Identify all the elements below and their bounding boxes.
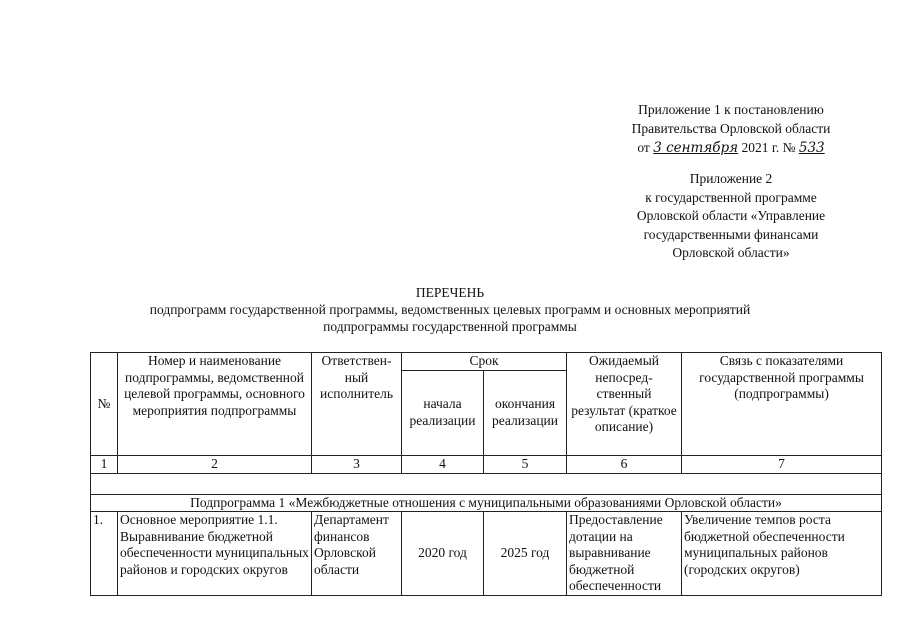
subprogram-spacer <box>91 473 882 494</box>
header-row-1 <box>91 353 882 371</box>
appendix-1-block <box>600 100 862 158</box>
header-term: Срок <box>402 353 567 371</box>
handwritten-number: 533 <box>798 140 825 156</box>
subprogram-spacer-row <box>91 473 882 494</box>
document-title-line2: подпрограммы государственной программы <box>323 319 577 334</box>
appendix-1-line1: Приложение 1 к постановлению <box>638 102 824 117</box>
column-number: 6 <box>567 455 682 473</box>
appendix-2-line2: к государственной программе <box>645 189 817 205</box>
appendix-2-line3: Орловской области «Управление <box>636 208 826 223</box>
subprogram-row <box>91 494 882 512</box>
document-title-line1: подпрограмм государственной программы, ведомственных целевых программ и основных мероприятий <box>149 302 751 317</box>
column-number: 5 <box>484 455 567 473</box>
column-number: 2 <box>118 455 312 473</box>
row-end: 2025 год <box>484 512 567 596</box>
column-number: 7 <box>682 455 882 473</box>
header-end: окончания реализации <box>484 370 567 455</box>
appendix-2-line4: государственными финансами <box>643 226 819 242</box>
row-link: Увеличение темпов роста бюджетной обеспеченности муниципальных районов (городских округов) <box>682 512 882 596</box>
header-result: Ожидаемый непосред-ственный результат (краткое описание) <box>567 353 682 456</box>
column-number-row <box>91 455 882 473</box>
header-num: № <box>91 353 118 456</box>
header-link: Связь с показателями государственной программы (подпрограммы) <box>682 353 882 456</box>
appendix-1-date-line <box>600 138 862 158</box>
appendix-1-line2: Правительства Орловской области <box>631 121 831 136</box>
row-result: Предоставление дотации на выравнивание бюджетной обеспеченности <box>567 512 682 596</box>
date-prefix: от <box>637 140 650 155</box>
table-row <box>91 512 882 596</box>
header-start: начала реализации <box>402 370 484 455</box>
appendix-2-line5: Орловской области» <box>672 245 790 260</box>
header-executor: Ответствен-ный исполнитель <box>312 353 402 456</box>
column-number: 1 <box>91 455 118 473</box>
appendix-2-line1: Приложение 2 <box>689 171 773 186</box>
column-number: 4 <box>402 455 484 473</box>
date-year: 2021 г. № <box>741 140 796 155</box>
row-start: 2020 год <box>402 512 484 596</box>
row-executor: Департамент финансов Орловской области <box>312 512 402 596</box>
column-number: 3 <box>312 455 402 473</box>
header-name: Номер и наименование подпрограммы, ведомственной целевой программы, основного мероприятия подпрограммы <box>118 353 312 456</box>
document-title-block <box>60 284 840 335</box>
row-name: Основное мероприятие 1.1. Выравнивание бюджетной обеспеченности муниципальных районов и городских округов <box>118 512 312 596</box>
subprogram-title: Подпрограмма 1 «Межбюджетные отношения с муниципальными образованиями Орловской области» <box>91 494 882 512</box>
document-heading: ПЕРЕЧЕНЬ <box>415 285 485 300</box>
handwritten-date: 3 сентября <box>653 140 739 156</box>
programs-table <box>90 352 882 596</box>
row-num: 1. <box>91 512 118 596</box>
appendix-2-block <box>600 170 862 263</box>
